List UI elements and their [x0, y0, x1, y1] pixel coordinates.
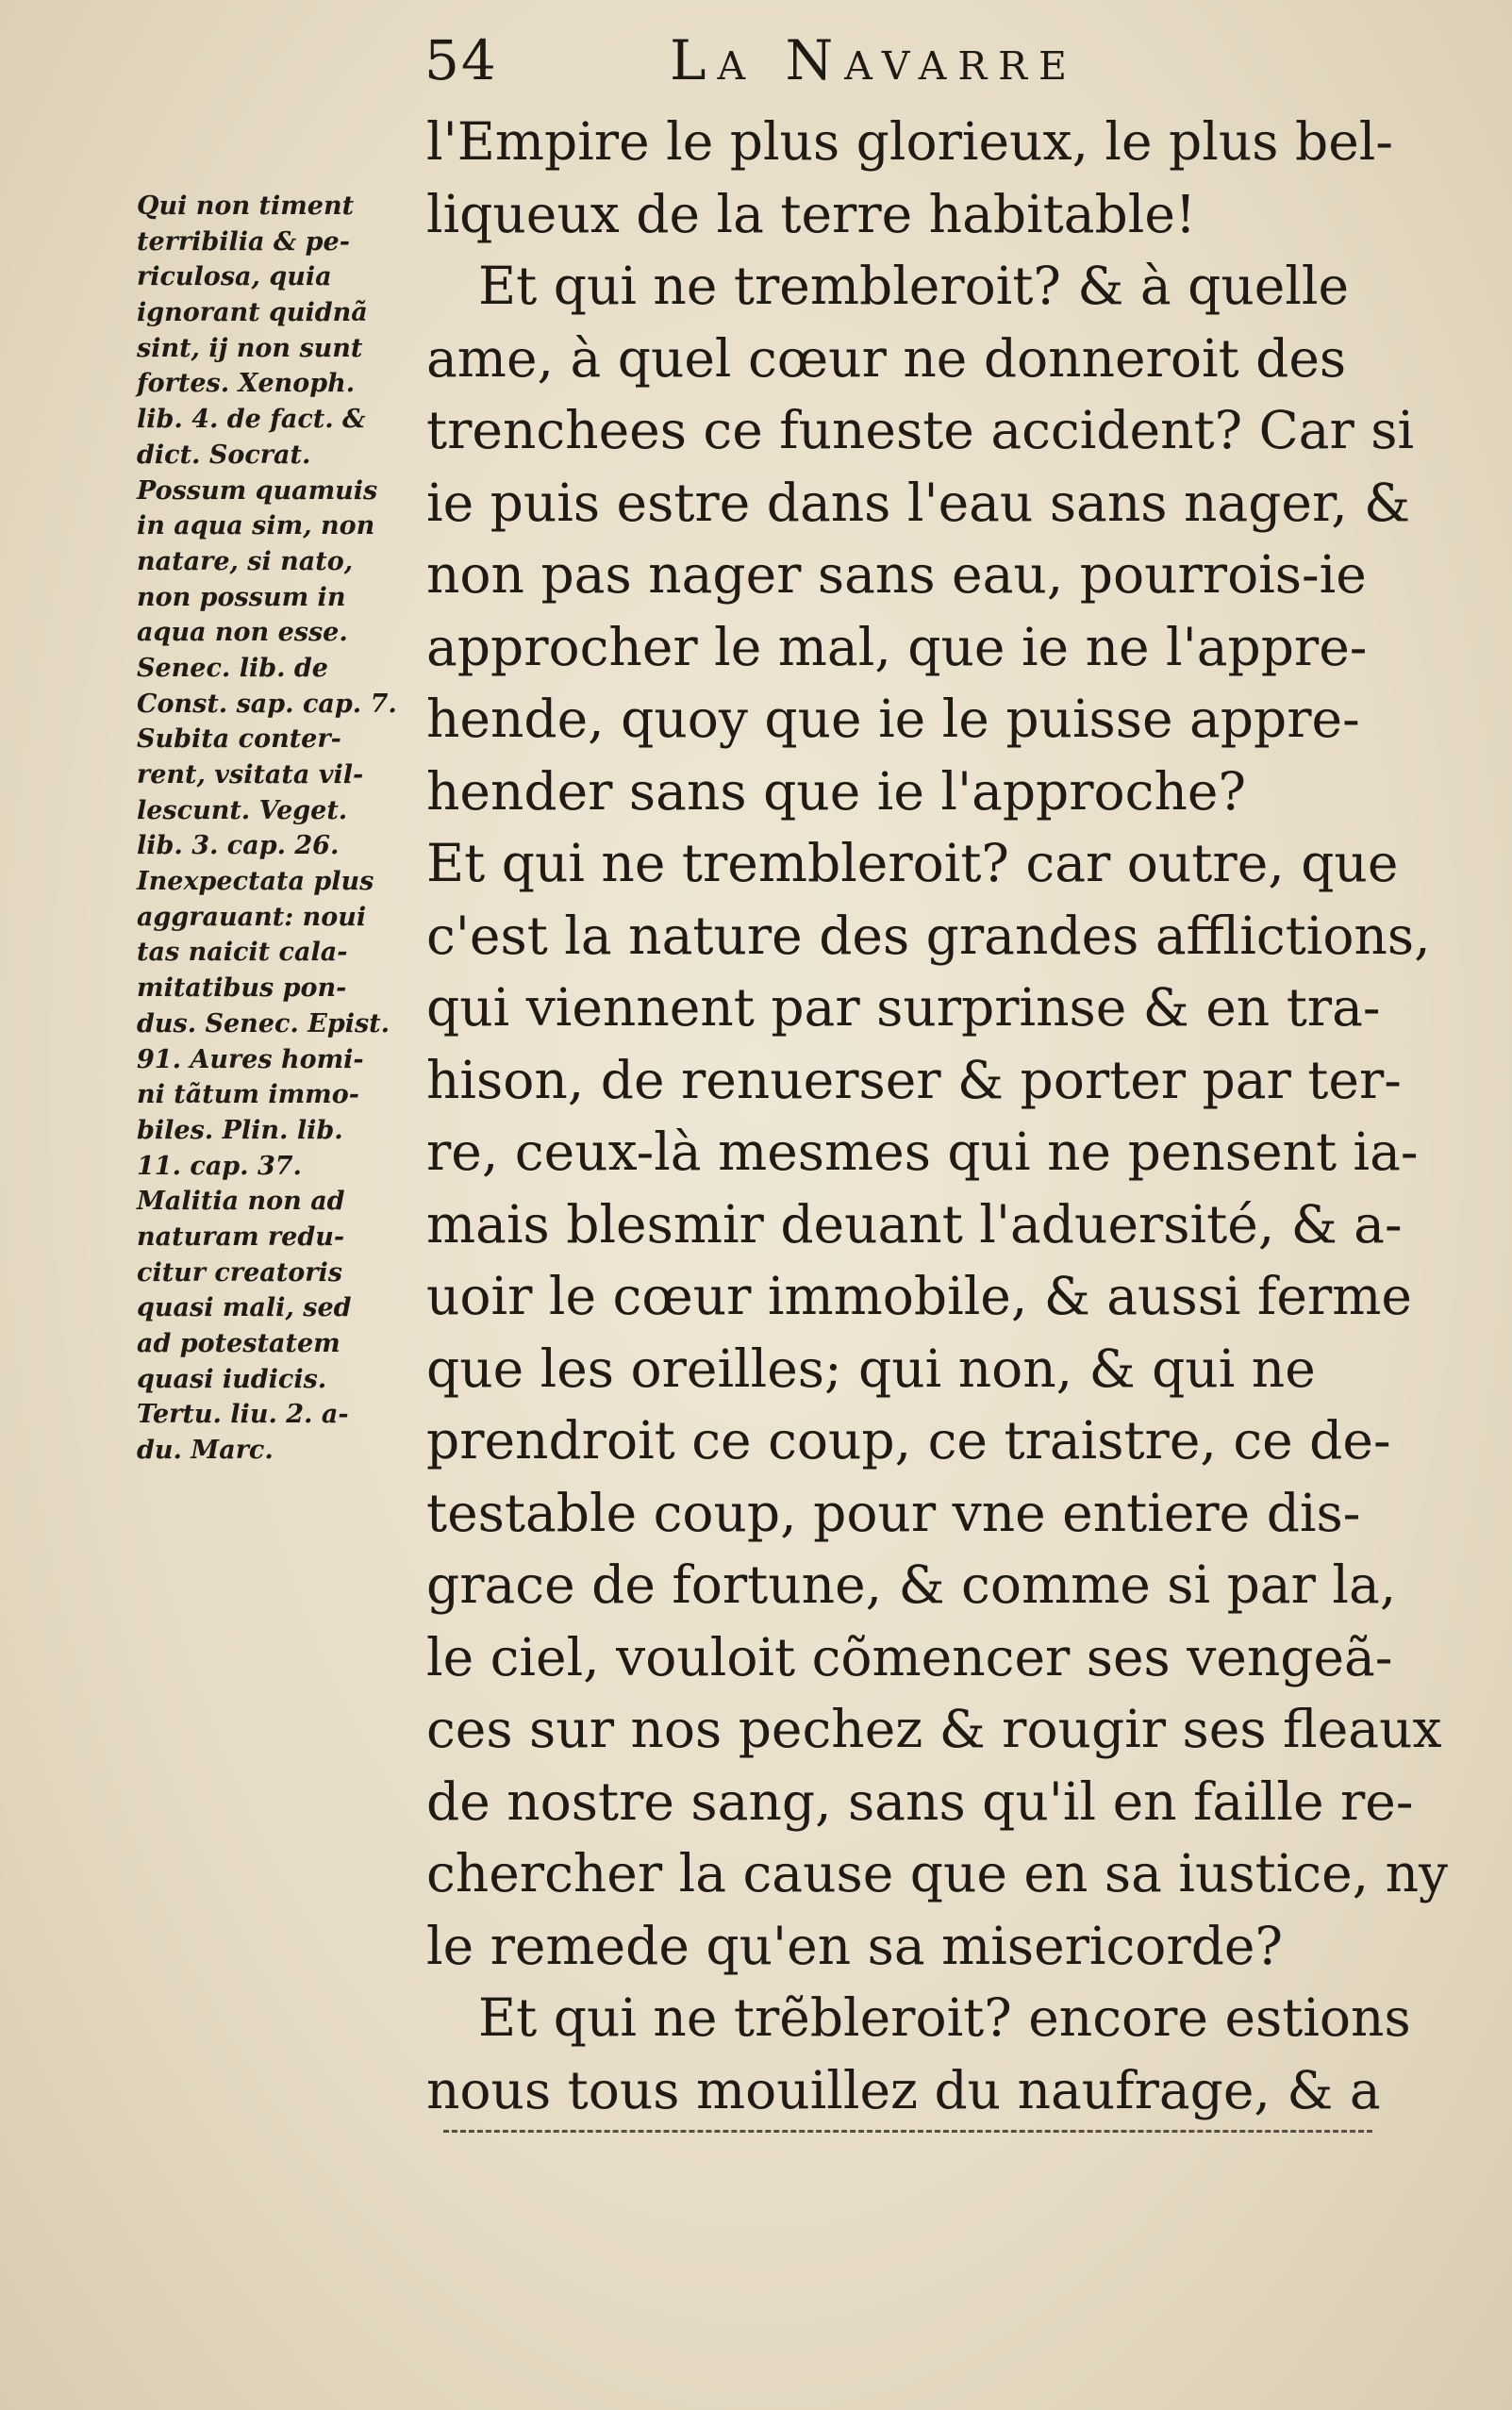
text-line: ces sur nos pechez & rougir ses fleaux: [426, 1699, 1442, 1759]
margin-line: 11. cap. 37.: [137, 1151, 302, 1181]
margin-line: dus. Senec. Epist.: [137, 1008, 390, 1039]
text-line: qui viennent par surprinse & en tra-: [426, 977, 1381, 1038]
margin-line: 91. Aures homi-: [137, 1044, 364, 1074]
margin-line: lescunt. Veget.: [137, 795, 348, 825]
text-line: hender sans que ie l'approche?: [426, 760, 1246, 822]
text-line: testable coup, pour vne entiere dis-: [426, 1482, 1361, 1543]
text-line: le ciel, vouloit cõmencer ses vengeã-: [426, 1626, 1393, 1687]
margin-line: tas naicit cala-: [137, 938, 348, 968]
main-text: [426, 106, 1449, 2126]
margin-line: Possum quamuis: [137, 475, 378, 506]
text-line: nous tous mouillez du naufrage, & a: [426, 2059, 1381, 2120]
margin-notes: [137, 189, 420, 1469]
page-number: 54: [424, 28, 498, 92]
text-line: hison, de renuerser & porter par ter-: [426, 1049, 1402, 1110]
page-header: [424, 28, 1273, 104]
paragraph-start-line: Et qui ne trembleroit? & à quelle: [478, 256, 1350, 316]
margin-line: dict. Socrat.: [137, 440, 311, 470]
margin-line: ignorant quidnã: [137, 298, 368, 328]
margin-line: riculosa, quia: [137, 262, 332, 292]
margin-line: Tertu. liu. 2. a-: [137, 1400, 349, 1430]
margin-line: aggrauant: noui: [137, 902, 367, 932]
text-line: approcher le mal, que ie ne l'appre-: [426, 616, 1368, 677]
margin-line: Senec. lib. de: [137, 653, 328, 683]
text-line: le remede qu'en sa misericorde?: [426, 1915, 1283, 1976]
margin-line: quasi iudicis.: [137, 1364, 327, 1394]
text-line: prendroit ce coup, ce traistre, ce de-: [426, 1410, 1391, 1471]
text-line: ie puis estre dans l'eau sans nager, &: [426, 472, 1411, 533]
margin-line: mitatibus pon-: [137, 973, 347, 1004]
text-line: non pas nager sans eau, pourrois-ie: [426, 544, 1367, 605]
text-line: liqueux de la terre habitable!: [426, 183, 1197, 244]
text-line: c'est la nature des grandes afflictions,: [426, 905, 1431, 966]
margin-line: lib. 4. de fact. &: [137, 405, 366, 435]
margin-line: rent, vsitata vil-: [137, 760, 364, 789]
margin-line: du. Marc.: [137, 1436, 274, 1466]
margin-line: sint, ij non sunt: [137, 333, 363, 363]
margin-line: terribilia & pe-: [137, 226, 350, 257]
margin-line: natare, si nato,: [137, 546, 354, 576]
text-line: ame, à quel cœur ne donneroit des: [426, 327, 1347, 389]
text-line: l'Empire le plus glorieux, le plus bel-: [426, 111, 1393, 172]
text-line: mais blesmir deuant l'aduersité, & a-: [426, 1193, 1403, 1255]
text-line: que les oreilles; qui non, & qui ne: [426, 1338, 1316, 1399]
margin-line: lib. 3. cap. 26.: [137, 831, 340, 861]
margin-line: Qui non timent: [137, 191, 355, 221]
margin-line: in aqua sim, non: [137, 511, 375, 541]
margin-line: quasi mali, sed: [137, 1293, 352, 1323]
margin-line: Subita conter-: [137, 724, 341, 755]
paragraph-start-line: Et qui ne trẽbleroit? encore estions: [478, 1987, 1411, 2048]
margin-line: ni tãtum immo-: [137, 1080, 359, 1110]
text-line: hende, quoy que ie le puisse appre-: [426, 689, 1360, 749]
margin-line: non possum in: [137, 582, 346, 612]
text-line: chercher la cause que en sa iustice, ny: [426, 1843, 1449, 1903]
text-line: de nostre sang, sans qu'il en faille re-: [426, 1770, 1414, 1832]
bottom-rule: [443, 2130, 1372, 2133]
margin-line: naturam redu-: [137, 1222, 345, 1252]
text-line: Et qui ne trembleroit? car outre, que: [426, 833, 1399, 893]
margin-line: Const. sap. cap. 7.: [137, 689, 397, 719]
margin-line: Inexpectata plus: [137, 867, 374, 897]
text-line: grace de fortune, & comme si par la,: [426, 1554, 1397, 1615]
margin-line: aqua non esse.: [137, 618, 348, 648]
text-line: uoir le cœur immobile, & aussi ferme: [426, 1266, 1412, 1326]
margin-line: fortes. Xenoph.: [137, 369, 356, 399]
text-line: re, ceux-là mesmes qui ne pensent ia-: [426, 1122, 1419, 1182]
text-line: trenchees ce funeste accident? Car si: [426, 400, 1415, 460]
margin-line: ad potestatem: [137, 1329, 341, 1358]
running-title: La Navarre: [670, 28, 1078, 92]
margin-line: citur creatoris: [137, 1257, 342, 1288]
margin-line: biles. Plin. lib.: [137, 1115, 343, 1145]
margin-line: Malitia non ad: [137, 1187, 345, 1217]
